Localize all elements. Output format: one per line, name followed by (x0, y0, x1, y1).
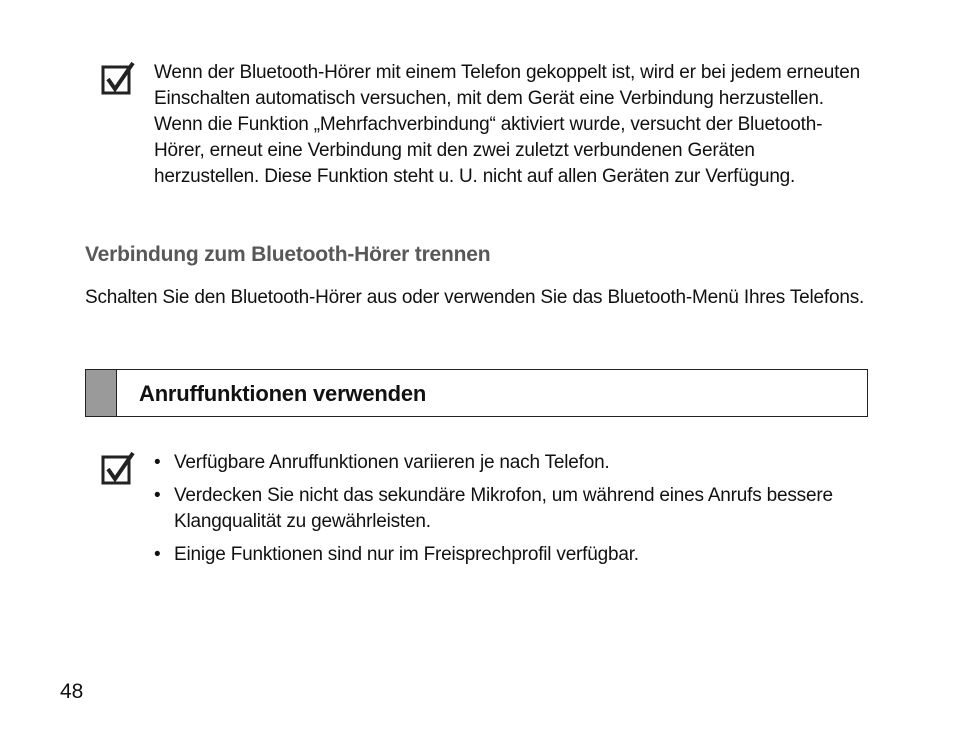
note-text: Wenn der Bluetooth-Hörer mit einem Telefon gekoppelt ist, wird er bei jedem erneuten Einschalten automatisch versuchen, mit dem Gerät eine Verbindung herzustellen. Wenn die Funktion „Mehrfachverbindung“ aktiviert wurde, versucht der Bluetooth-Hörer, erneut eine Verbindung mit den zwei zuletzt verbundenen Geräten herzustellen. Diese Funktion steht u. U. nicht auf allen Geräten zur Verfügung. (154, 62, 860, 187)
list-item (154, 483, 864, 535)
list-item-text: Verdecken Sie nicht das sekundäre Mikrofon, um während eines Anrufs bessere Klangqualität zu gewährleisten. (174, 485, 833, 532)
list-item-text: Verfügbare Anruffunktionen variieren je nach Telefon. (174, 452, 610, 473)
page-number: 48 (60, 680, 84, 703)
note-block-call-functions (100, 450, 870, 580)
note-block-auto-connect (100, 60, 870, 220)
section-title: Anruffunktionen verwenden (139, 381, 427, 406)
list-item (154, 542, 864, 568)
list-item-text: Einige Funktionen sind nur im Freisprechprofil verfügbar. (174, 544, 639, 565)
checkbox-check-icon (100, 60, 136, 96)
bullet-icon: • (154, 452, 161, 473)
checkbox-check-icon (100, 450, 136, 486)
bullet-icon: • (154, 544, 161, 565)
section-heading-disconnect: Verbindung zum Bluetooth-Hörer trennen (85, 243, 491, 266)
bullet-icon: • (154, 485, 161, 506)
note-bullet-list (154, 450, 864, 575)
section-header-call-functions (85, 369, 868, 417)
section-header-bar (86, 370, 117, 416)
disconnect-body-text: Schalten Sie den Bluetooth-Hörer aus oder verwenden Sie das Bluetooth-Menü Ihres Telefons. (85, 287, 865, 308)
list-item (154, 450, 864, 476)
